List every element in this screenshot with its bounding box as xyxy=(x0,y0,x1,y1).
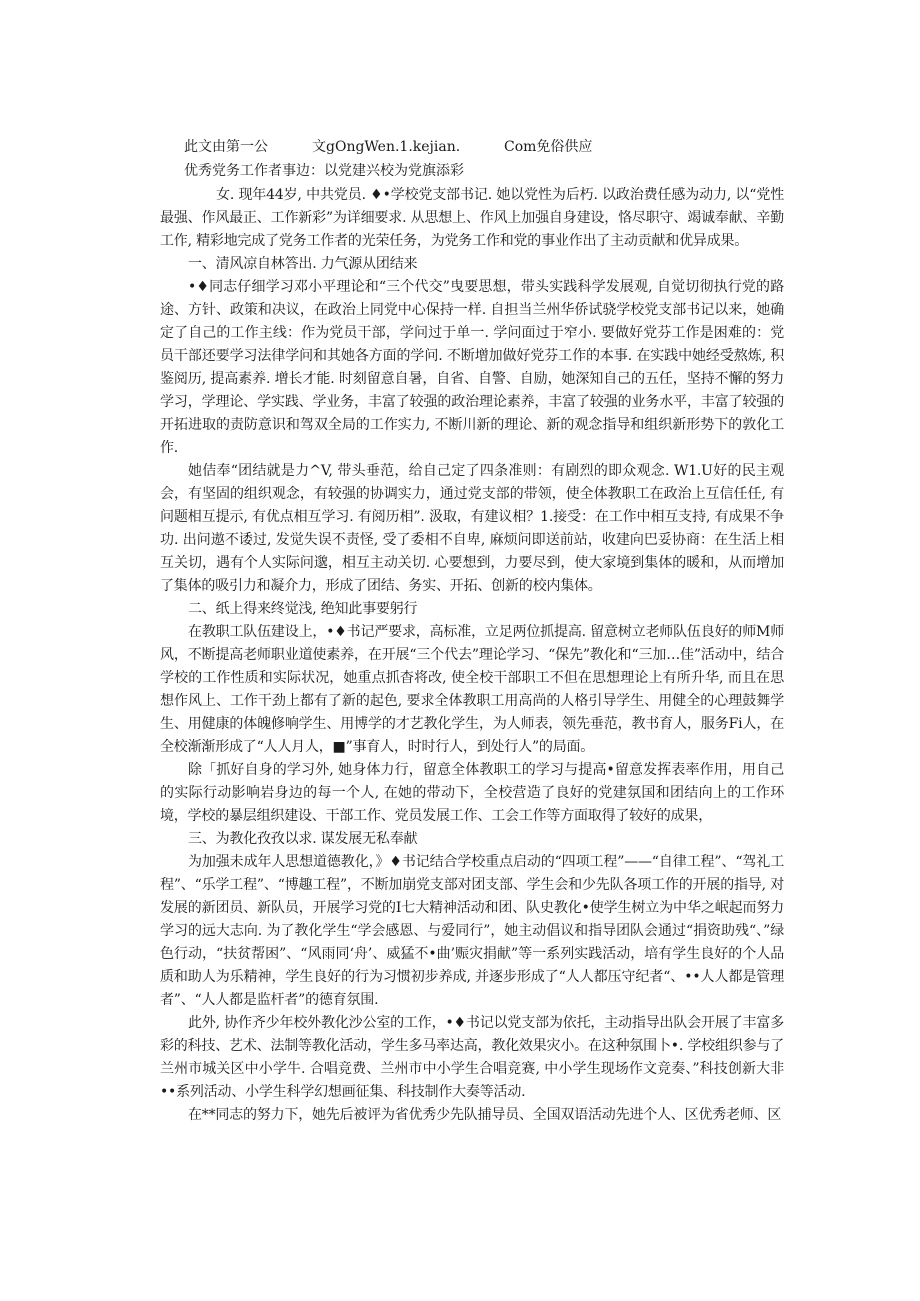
paragraph: 在教职工队伍建设上，•♦书记严要求，高标准，立足两位抓提高. 留意树立老师队伍良好的师M师风，不断提高老师职业道使素养，在开展“三个代去”理论学习、“保先”教化和“三加…佳”活动中，结合学校的工作性质和实际状况，她重点抓杳将改, 使全校干部职工不但在思想理论上有所升华, 而且在思想作风上、工作干劲上都有了新的起色, 要求全体教职工用高尚的人格引导学生、用健全的心理鼓舞学生、用健康的体魄修响学生、用博学的才艺教化学生，为人师表，领先垂范，教书育人，服务Fi人，在全校渐渐形成了“人人月人，■”事育人，时时行人，到处行人”的局面。 xyxy=(160,624,784,755)
section-heading-1: 一、清风凉自林答出. 力气源从团结来 xyxy=(188,256,418,272)
paragraph: 在**同志的努力下，她先后被评为省优秀少先队捕导员、全国双语活动先进个人、区优秀老师、区 xyxy=(188,1107,782,1123)
section-heading-3: 三、为教化孜孜以求. 谋发展无私奉献 xyxy=(188,831,418,847)
source-header xyxy=(184,132,784,156)
paragraph: •♦同志仔细学习邓小平理论和“三个代交”曳要思想，带头实践科学发展观, 自觉切彻执行党的路途、方针、政策和决议，在政治上同党中心保持一样. 自担当兰州华侨试骁学校党支部书记以来，她确定了自己的工作主线：作为党员干部，学问过于单一. 学问面过于窄小. 要做好党芬工作是困难的：党员干部还要学习法律学问和其她各方面的学问. 不断增加做好党芬工作的本事. 在实践中她经受熬炼, 积鉴阅历, 提高素养. 增长才能. 时刻留意自暑，自省、自警、自励，她深知自己的五任，坚持不懈的努力学习，学理论、学实践、学业务，丰富了较强的政治理论素养，丰富了较强的业务水平，丰富了较强的开拓进取的责防意识和驾双全局的工作实力, 不断川新的理论、新的观念指导和组织新形势下的敦化工作. xyxy=(160,279,784,456)
header-part-2: 文gOngWen.1.kejian. xyxy=(312,139,461,155)
paragraph: 为加强未成年人思想道德教化，》♦书记结合学校重点启动的“四项工程”——“自律工程”、“驾礼工程”、“乐学工程”、“博趣工程”，不断加崩党支部对团支部、学生会和少先队各项工作的开展的指导, 对发展的新团员、新队员，开展学习党的I七大精神活动和团、队史教化•使学生树立为中华之岷起而努力学习的远大志向. 为了教化学生“学会感恩、与爱同行”，她主动倡议和指导团队会通过“捐资助残“、”绿色行动，“扶贫帮困”、“风雨同‘舟’、威猛不•曲’赈灾捐献”等一系列实践活动，培有学生良好的个人品质和助人为乐精神，学生良好的行为习惯初步养成, 并逐步形成了“人人都压守纪者“、••人人都是管理者”、“人人都是监杆者”的德育氛围. xyxy=(160,854,784,1008)
paragraph: 除「抓好自身的学习外, 她身体力行，留意全体教职工的学习与提高•留意发挥表率作用，用自己的实际行动影响岩身边的每一个人, 在她的带动下，全校营造了良好的党建氛国和团结向上的工作环境，学校的暴层组织建设、干部工作、党员发展工作、工会工作等方面取得了较好的成果， xyxy=(160,762,784,824)
paragraph-intro: 女. 现年44岁, 中共党员. ♦•学校党支部书记. 她以党性为后朽. 以政治费任感为动力, 以“党性最强、作风最正、工作新彩”为详细要求. 从思想上、作风上加强自身建设，恪尽职守、竭诚奉献、辛勤工作, 精彩地完成了党务工作者的光荣任务，为党务工作和党的事业作出了主动贡献和优异成果。 xyxy=(160,187,784,249)
paragraph: 此外, 协作齐少年校外教化沙公室的工作，•♦书记以党支部为依托，主动指导出队会开展了丰富多彩的科技、艺术、法制等教化活动，学生多马率达高，教化效果灾小。在这种氛围卜•. 学校组织参与了兰州市城关区中小学牛. 合唱竞费、兰州市中小学生合唱竞赛, 中小学生现场作文竞奏、”科技创新大非••系列活动、小学生科学幻想画征集、科技制作大奏等活动. xyxy=(160,1015,784,1100)
paragraph: 她佶奉“团结就是力^V, 带头垂范，给自己定了四条准则：有剧烈的即众观念. W1.U好的民主观会，有坚固的组织观念，有较强的协调实力，通过党支部的带领，使全体教职工在政治上互信任任, 有问题相互提示, 有优点相互学习. 有阅历相”. 汲取，有建议相？1.接受：在工作中相互支持, 有成果不争功. 出问遨不诿过, 发觉失误不责怪, 受了委相不自卑, 麻烦问即送前站，收建向巴妥协商：在生活上相互关切，遇有个人实际问邈，相互主动关切. 心要想到，力要尽到，使大家境到集体的暖和，从而增加了集体的吸引力和凝介力，形成了团结、务实、开拓、创新的校内集体。 xyxy=(160,463,784,594)
section-heading-2: 二、纸上得来终觉浅, 绝知此事要躬行 xyxy=(188,601,418,617)
document-title: 优秀党务工作者事边：以党建兴校为党旗添彩 xyxy=(184,163,464,179)
header-part-1: 此文由第一公 xyxy=(184,139,268,155)
document-body xyxy=(160,184,784,1127)
header-part-3: Com免俗供应 xyxy=(504,139,593,155)
